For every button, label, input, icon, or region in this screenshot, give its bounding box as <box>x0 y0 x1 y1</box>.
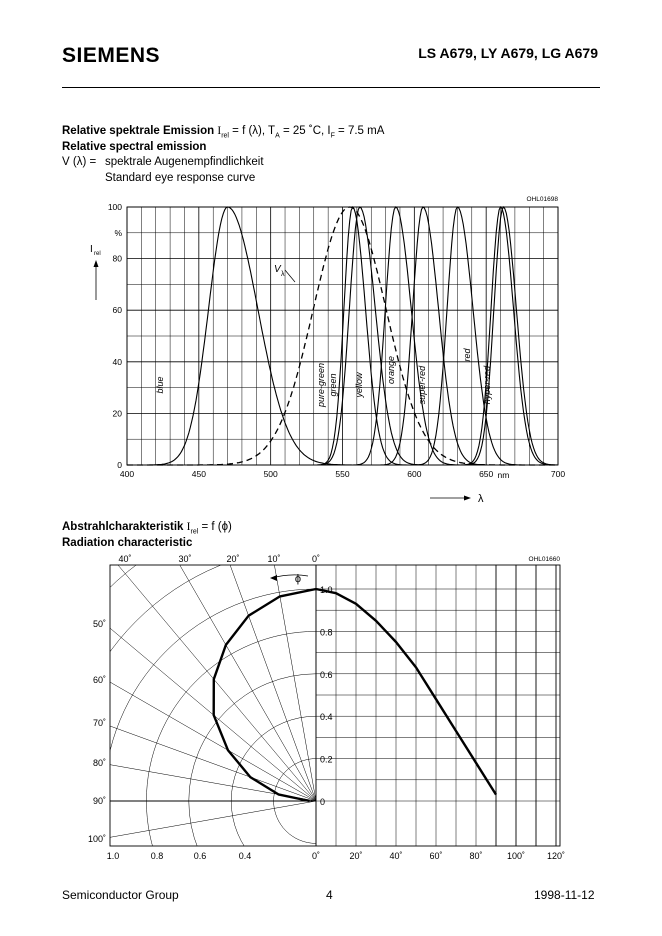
y-tick-label: 20 <box>112 408 122 419</box>
left-angle-label: 60˚ <box>92 675 106 685</box>
radiation-title-en: Radiation characteristic <box>62 537 193 549</box>
cartesian-pattern-curve <box>316 589 496 795</box>
vlambda-label-sub: λ <box>281 271 285 278</box>
polar-spoke <box>247 407 316 801</box>
x-tick-label: 550 <box>335 469 350 479</box>
left-angle-label: 100˚ <box>87 834 106 844</box>
x-tick-label: 450 <box>191 469 206 479</box>
bottom-right-tick: 120˚ <box>546 851 566 861</box>
y-axis-arrowhead <box>94 260 99 267</box>
x-axis-label: λ <box>478 493 484 505</box>
left-angle-label: 90˚ <box>92 796 106 806</box>
radial-tick-label: 0.2 <box>320 754 333 765</box>
radial-tick-label: 0.8 <box>320 627 333 638</box>
footer-date: 1998-11-12 <box>534 888 595 902</box>
bottom-left-tick: 0.4 <box>238 851 252 861</box>
x-tick-label: 400 <box>119 469 135 479</box>
radial-tick-label: 1.0 <box>320 585 333 595</box>
document-title: LS A679, LY A679, LG A679 <box>418 45 598 61</box>
x-tick-label: 650 <box>479 469 494 479</box>
vlambda-en: Standard eye response curve <box>105 172 256 184</box>
x-tick-label: 600 <box>407 469 422 479</box>
series-label-pure-green: pure-green <box>316 362 326 408</box>
top-angle-label: 10˚ <box>267 554 281 564</box>
radial-tick-label: 0 <box>320 797 326 807</box>
polar-spoke <box>116 455 316 801</box>
polar-spoke <box>10 544 316 801</box>
vlambda-de: spektrale Augenempfindlichkeit <box>105 156 264 168</box>
left-angle-label: 50˚ <box>92 619 106 629</box>
y-axis-label-sub: rel <box>94 251 101 257</box>
series-label-yellow: yellow <box>354 372 364 398</box>
series-label-green: green <box>328 373 338 397</box>
bottom-right-tick: 40˚ <box>389 851 403 861</box>
top-angle-label: 30˚ <box>178 554 192 564</box>
y-tick-label: 40 <box>112 356 122 367</box>
series-label-hyper-red: hyper-red <box>482 365 492 405</box>
polar-frame <box>110 565 560 846</box>
y-tick-label: 100 <box>107 202 122 212</box>
x-tick-label: 700 <box>550 469 566 479</box>
radial-tick-label: 0.6 <box>320 669 333 680</box>
bottom-left-tick: 0.6 <box>193 851 207 861</box>
series-label-orange: orange <box>386 355 396 385</box>
left-angle-label: 80˚ <box>92 758 106 768</box>
chart-id: OHL01660 <box>528 556 560 563</box>
radial-tick-label: 0.4 <box>320 712 333 723</box>
vlambda-key: V (λ) = <box>62 156 97 168</box>
vlambda-label: V <box>274 264 281 275</box>
chart-id: OHL01698 <box>526 196 558 203</box>
polar-spoke <box>0 732 316 801</box>
series-label-blue: blue <box>155 376 165 394</box>
y-tick-label: 60 <box>112 305 122 316</box>
top-angle-label: 0˚ <box>311 554 321 564</box>
x-axis-arrowhead <box>464 496 471 501</box>
footer-company: Semiconductor Group <box>62 888 179 902</box>
bottom-right-tick: 0˚ <box>311 851 321 861</box>
vlambda-leader <box>285 270 295 282</box>
polar-spoke <box>0 664 316 801</box>
radiation-title-de: Abstrahlcharakteristik $I_{rel} = f$ (ϕ) <box>62 521 232 536</box>
phi-arc <box>272 575 308 578</box>
bottom-right-tick: 80˚ <box>469 851 483 861</box>
y-axis-label: I <box>90 244 93 255</box>
phi-symbol: ϕ <box>294 573 302 585</box>
top-angle-label: 40˚ <box>118 554 132 564</box>
top-angle-label: 20˚ <box>226 554 240 564</box>
footer-page-number: 4 <box>326 888 333 902</box>
bottom-right-tick: 60˚ <box>429 851 443 861</box>
spectral-title-de: Relative spektrale Emission $I_{rel} = f$ (λ), $T_A = 25$ ˚C, $I_F = 7.5$ mA <box>62 125 385 140</box>
bottom-left-tick: 0.8 <box>150 851 164 861</box>
spectral-title-en: Relative spectral emission <box>62 141 207 153</box>
bottom-right-tick: 20˚ <box>349 851 363 861</box>
phi-arrowhead <box>270 575 277 581</box>
polar-spoke <box>179 425 316 801</box>
siemens-logo: SIEMENS <box>62 44 161 67</box>
x-unit-label: nm <box>497 470 510 480</box>
left-angle-label: 70˚ <box>92 718 106 728</box>
series-label-super-red: super-red <box>417 365 427 405</box>
bottom-right-tick: 100˚ <box>506 851 526 861</box>
y-tick-label: 0 <box>117 460 122 470</box>
x-tick-label: 500 <box>263 469 278 479</box>
polar-spoke <box>0 601 316 801</box>
bottom-left-tick: 1.0 <box>106 851 120 861</box>
y-unit-label: % <box>114 227 122 238</box>
series-label-red: red <box>462 348 472 362</box>
y-tick-label: 80 <box>112 253 122 264</box>
